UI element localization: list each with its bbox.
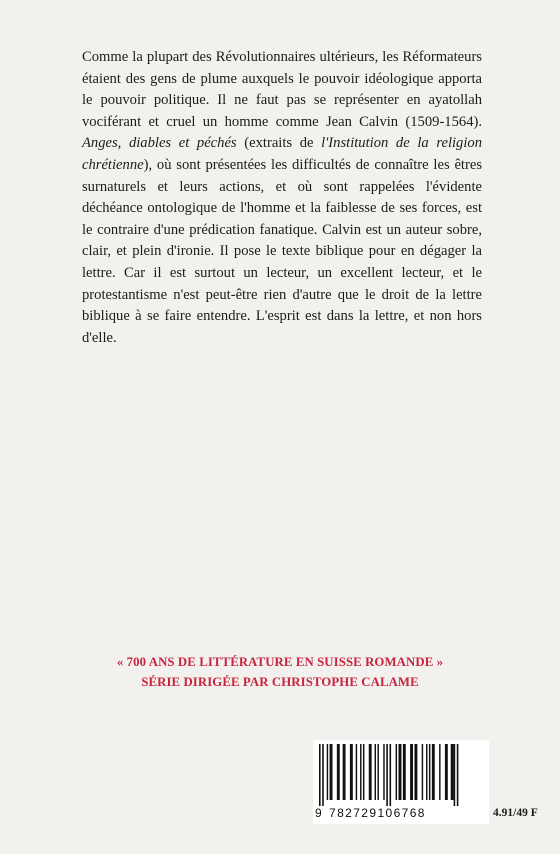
barcode-bar bbox=[396, 744, 397, 800]
barcode-bar bbox=[399, 744, 402, 800]
barcode-bar bbox=[432, 744, 435, 800]
source-title: l'Institution de la religion chrétienne bbox=[82, 135, 482, 173]
barcode-bar bbox=[439, 744, 440, 800]
blurb-extract-open: (extraits de bbox=[244, 135, 322, 152]
barcode-first-digit: 9 bbox=[315, 806, 324, 820]
blurb-intro: Comme la plupart des Révolutionnaires ultérieurs, les Réformateurs étaient des gens de plume auxquels le pouvoir idéologique apporta le pouvoir politique. Il ne faut pas se représenter en ayatollah vociférant et cruel un homme comme Jean Calvin (1509-1564). bbox=[82, 49, 482, 130]
barcode-bar bbox=[322, 744, 324, 806]
barcode-bar bbox=[369, 744, 372, 800]
barcode-bar bbox=[422, 744, 423, 800]
barcode-bar bbox=[375, 744, 376, 800]
barcode-bar bbox=[451, 744, 454, 800]
barcode-bar bbox=[350, 744, 353, 800]
barcode-bar bbox=[363, 744, 364, 800]
price-label: 4.91/49 F bbox=[493, 807, 538, 819]
barcode-bar bbox=[414, 744, 417, 800]
barcode-bar bbox=[330, 744, 333, 800]
barcode-bar bbox=[360, 744, 361, 800]
barcode-bar bbox=[445, 744, 448, 800]
barcode bbox=[313, 740, 489, 824]
barcode-bar bbox=[454, 744, 456, 806]
barcode-bar bbox=[403, 744, 406, 800]
blurb-paragraph bbox=[82, 47, 482, 349]
barcode-bar bbox=[383, 744, 384, 800]
barcode-bar bbox=[377, 744, 378, 800]
back-cover-blurb bbox=[82, 47, 482, 349]
barcode-bars bbox=[319, 744, 483, 806]
barcode-number: 782729106768 bbox=[329, 806, 426, 820]
barcode-bar bbox=[410, 744, 413, 800]
series-notice bbox=[0, 652, 560, 692]
barcode-bar bbox=[343, 744, 346, 800]
barcode-bar bbox=[319, 744, 321, 806]
barcode-bar bbox=[426, 744, 427, 800]
barcode-bar bbox=[457, 744, 459, 806]
barcode-bar bbox=[356, 744, 357, 800]
barcode-bar bbox=[390, 744, 392, 806]
series-name: « 700 ANS DE LITTÉRATURE EN SUISSE ROMANDE » bbox=[116, 655, 444, 669]
barcode-bar bbox=[327, 744, 328, 800]
barcode-bar bbox=[337, 744, 340, 800]
barcode-bar bbox=[386, 744, 388, 806]
blurb-body: ), où sont présentées les difficultés de connaître les êtres surnaturels et leurs actions, et où sont rappelées l'évidente déchéance ontologique de l'homme et la faiblesse de ses forces, est le contraire d'une prédication fanatique. Calvin est un auteur sobre, clair, et plein d'ironie. Il pose le texte biblique pour en dégager la lettre. Car il est surtout un lecteur, un excellent lecteur, et le protestantisme n'est peut-être rien d'autre que le droit de la lettre biblique à se faire entendre. L'esprit est dans la lettre, et non hors d'elle. bbox=[82, 156, 482, 346]
book-title: Anges, diables et péchés bbox=[82, 135, 237, 152]
barcode-bar bbox=[429, 744, 430, 800]
series-editor: SÉRIE DIRIGÉE PAR CHRISTOPHE CALAME bbox=[141, 675, 419, 689]
